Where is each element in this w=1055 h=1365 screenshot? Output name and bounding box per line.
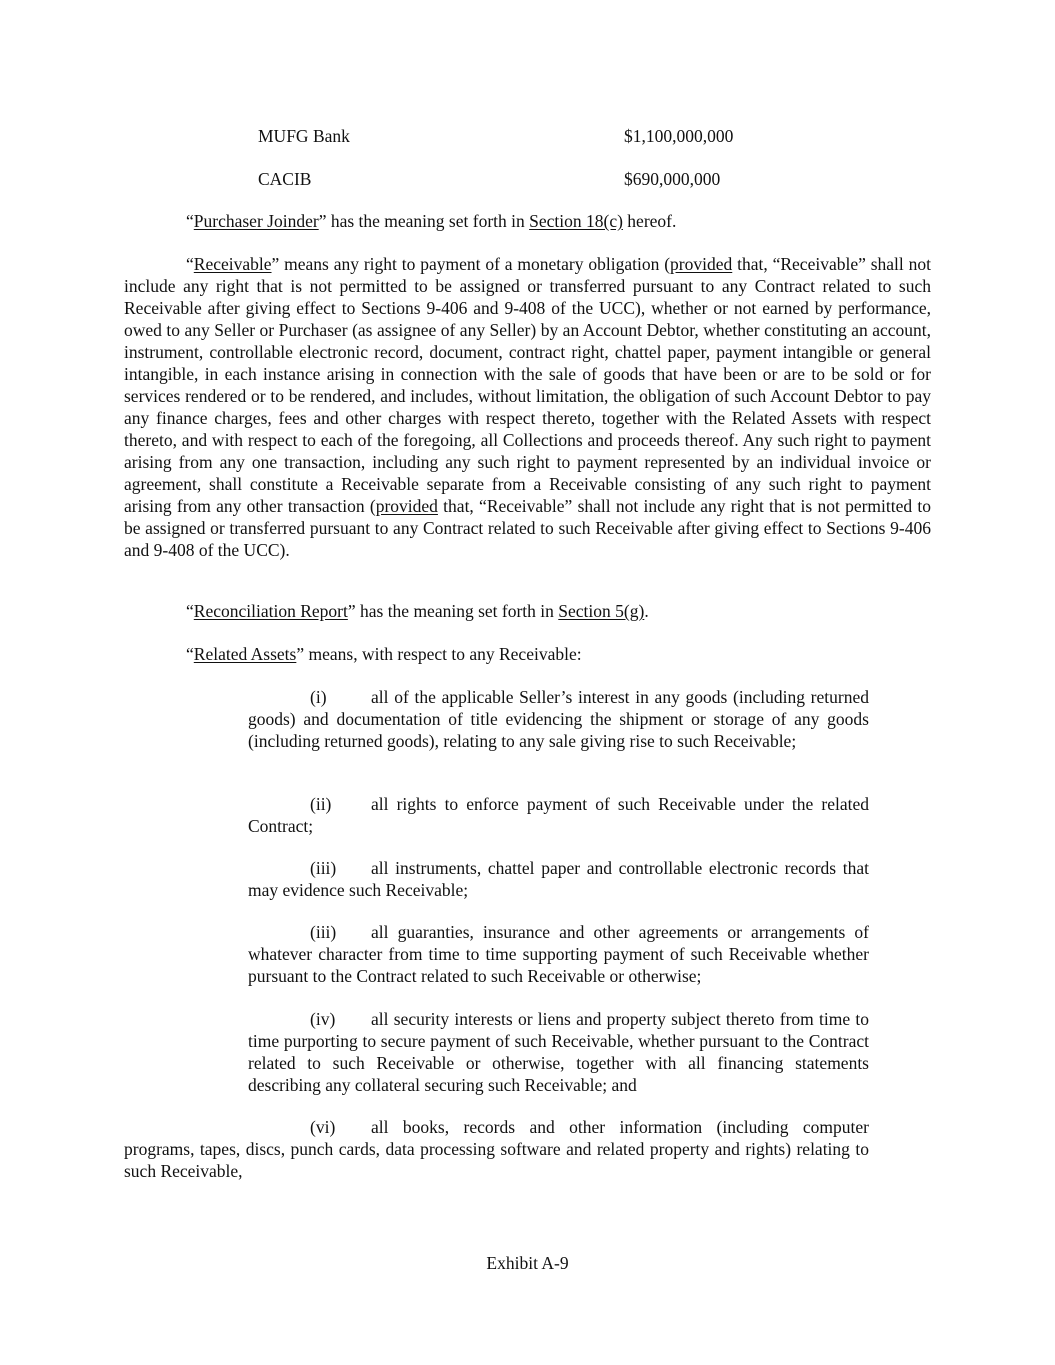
clause-text: all of the applicable Seller’s interest in any goods (including returned goods) and documentation of title evidencing the shipment or storage of any goods (including returned goods), relating to any sale giving rise to such Receivable; [248, 687, 869, 751]
clause [248, 793, 869, 837]
clause-number: (iii) [310, 858, 337, 878]
clause-number: (iii) [310, 922, 337, 942]
clause [248, 921, 869, 987]
clause-number: (ii) [310, 794, 332, 814]
definition-related-assets: “Related Assets” means, with respect to any Receivable: [186, 644, 582, 664]
section-reference: Section 5(g) [558, 601, 645, 621]
lender-name: CACIB [258, 169, 312, 189]
definition-receivable: “Receivable” means any right to payment of a monetary obligation (provided that, “Receivable” shall not include any right that is not permitted to be assigned or transferred pursuant to any Contract related to such Receivable after giving effect to Sections 9-406 and 9-408 of the UCC), whether or not earned by performance, owed to any Seller or Purchaser (as assignee of any Seller) by an Account Debtor, whether constituting an account, instrument, controllable electronic record, document, contract right, chattel paper, payment intangible or general intangible, in each instance arising in connection with the sale of goods that have been or are to be sold or for services rendered or to be rendered, and includes, without limitation, the obligation of such Account Debtor to pay any finance charges, fees and other charges with respect thereto, together with the Related Assets with respect thereto, and with respect to each of the foregoing, all Collections and proceeds thereof. Any such right to payment arising from any one transaction, including any such right to payment represented by an individual invoice or agreement, shall constitute a Receivable separate from a Receivable consisting of any such right to payment arising from any other transaction (provided that, “Receivable” shall not include any right that is not permitted to be assigned or transferred pursuant to any Contract related to such Receivable after giving effect to Sections 9-406 and 9-408 of the UCC). [124, 254, 931, 560]
clause-text: all guaranties, insurance and other agreements or arrangements of whatever character from time to time supporting payment of such Receivable whether pursuant to the Contract related to such Receivable or otherwise; [248, 922, 869, 986]
lender-amount: $690,000,000 [624, 169, 721, 189]
provided-term: provided [670, 254, 733, 274]
clause [248, 857, 869, 901]
definition-reconciliation-report: “Reconciliation Report” has the meaning set forth in Section 5(g). [186, 601, 649, 621]
lender-amount: $1,100,000,000 [624, 126, 734, 146]
defined-term: Receivable [193, 254, 272, 274]
clause-number: (i) [310, 687, 327, 707]
clause-text: all security interests or liens and property subject thereto from time to time purporting to secure payment of such Receivable, whether pursuant to the Contract related to such Receivable or otherwise, together with all financing statements describing any collateral securing such Receivable; and [248, 1009, 869, 1095]
clause-text: all rights to enforce payment of such Receivable under the related Contract; [248, 794, 869, 836]
page-footer: Exhibit A-9 [486, 1253, 569, 1273]
clause-number: (iv) [310, 1009, 336, 1029]
clause [248, 1008, 869, 1096]
clause [124, 1116, 869, 1182]
provided-term: provided [375, 496, 438, 516]
defined-term: Related Assets [193, 644, 297, 664]
definition-purchaser-joinder: “Purchaser Joinder” has the meaning set forth in Section 18(c) hereof. [186, 211, 677, 231]
section-reference: Section 18(c) [529, 211, 623, 231]
defined-term: Purchaser Joinder [193, 211, 319, 231]
clause-text: all instruments, chattel paper and controllable electronic records that may evidence such Receivable; [248, 858, 869, 900]
lender-name: MUFG Bank [258, 126, 350, 146]
clause-number: (vi) [310, 1117, 336, 1137]
clause-text: all books, records and other information (including computer programs, tapes, discs, punch cards, data processing software and related property and rights) relating to such Receivable, [124, 1117, 869, 1181]
defined-term: Reconciliation Report [193, 601, 348, 621]
clause [248, 686, 869, 752]
